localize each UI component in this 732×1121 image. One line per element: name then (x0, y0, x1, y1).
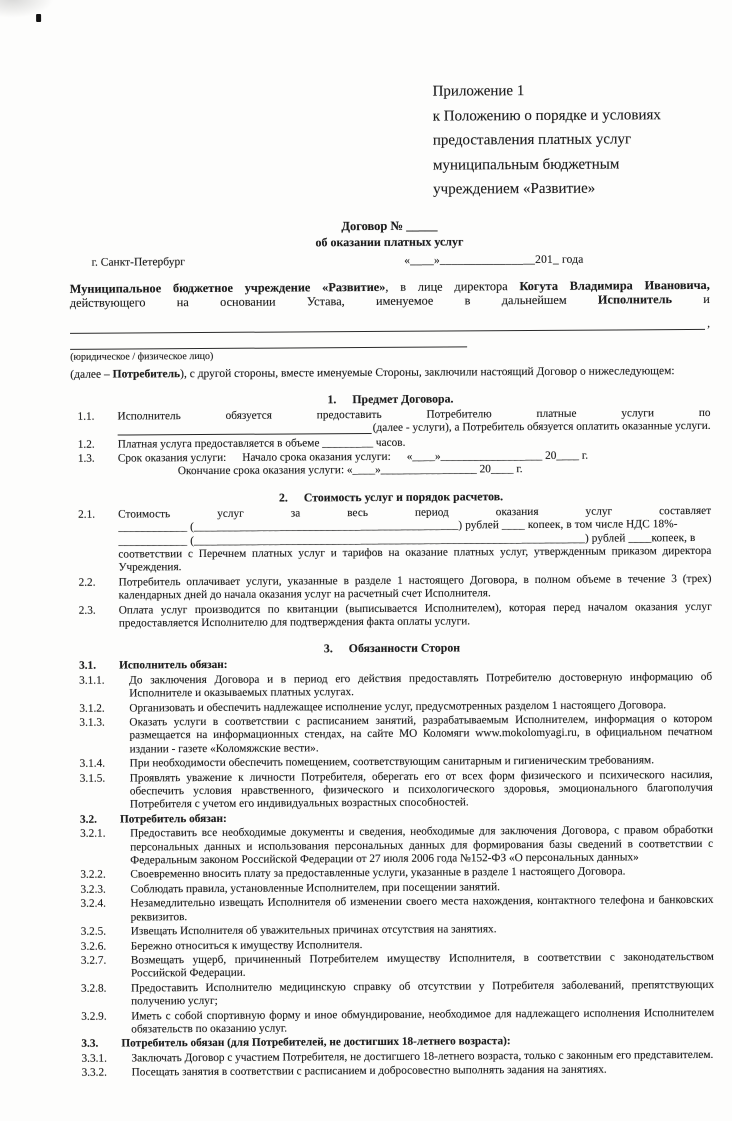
section-title: Предмет Договора. (352, 391, 454, 406)
clause-number: 3.1.5. (79, 772, 106, 785)
consumer-term: Потребитель (112, 367, 181, 381)
clause-number: 3.3.2. (81, 1066, 108, 1079)
clause-text: Возмещать ущерб, причиненный Потребителем имуществу Исполнителя, в соответствии с законодательством Российской Федерации. (130, 950, 714, 980)
clause-3-2-4 (73, 894, 713, 925)
place-date-row (70, 251, 710, 269)
entity-type-caption: (юридическое / физическое лицо) (70, 350, 214, 363)
start-date-blank-field: «____»__________________ 20____ г. (406, 449, 589, 463)
clause-number: 3.2.6. (80, 940, 107, 953)
parties-clause (70, 364, 710, 382)
clause-text: Проявлять уважение к личности Потребителя, оберегать его от всех форм физического и психического насилия, обеспечить условия нравственного, физического и психологического здоровья, эмоционального благополучия Потребителя с учетом его индивидуальных возрастных способностей. (129, 768, 713, 811)
clause-text: Потребитель оплачивает услуги, указанные в разделе 1 настоящего Договора, в полном объеме в течение 3 (трех) календарных дней до начала оказания услуг на расчетный счет Исполнителя. (118, 572, 712, 602)
fill-in-rule (70, 337, 467, 349)
clause-number: 3.3. (81, 1037, 99, 1051)
clause-number: 3.2.5. (80, 925, 107, 938)
start-label: Начало срока оказания услуги: (242, 450, 391, 464)
clause-number: 3.1.3. (79, 716, 105, 729)
clause-number: 3.2.2. (80, 869, 106, 882)
section-1-heading (70, 390, 710, 408)
clause-3-1-5 (73, 769, 713, 813)
director-name: Когута Владимира Ивановича, (519, 277, 710, 293)
party-name-blank-line-1 (70, 319, 710, 334)
date-blank-field: «____»________________201_ года (404, 253, 584, 267)
preamble-text: действующего на основании Устава, именуемое в дальнейшем (69, 292, 598, 310)
clause-text: При необходимости обеспечить помещением, соответствующим санитарным и гигиеническим требованиям. (129, 754, 655, 770)
clause-text (118, 505, 711, 576)
clause-text: Извещать Исполнителя об уважительных причинах отсутствия на занятиях. (130, 923, 497, 938)
clause-1-1-continuation: (далее - услуги), а Потребитель обязуется оплатить оказанные услуги. (372, 419, 711, 435)
section-2-heading (71, 488, 711, 506)
clause-text (118, 407, 711, 437)
clause-3-2-1 (73, 824, 713, 868)
clause-2-2 (72, 573, 712, 604)
clause-number: 3.1.2. (79, 702, 105, 715)
clause-number: 2.2. (78, 576, 96, 589)
page-content (0, 78, 732, 1081)
city-label: г. Санкт-Петербург (91, 255, 185, 269)
clause-number: 1.3. (77, 452, 95, 465)
clause-number: 3.2.7. (80, 954, 107, 967)
clause-text: Потребитель обязан (для Потребителей, не достигших 18-летнего возраста): (121, 1035, 511, 1050)
clause-2-1-line: Стоимость услуг за весь период оказания услуг составляет (118, 504, 712, 521)
clause-text: Заключать Договор с участием Потребителя, не достигшего 18-летнего возраста, только с законным его представителем. (131, 1048, 714, 1065)
clause-1-1 (71, 407, 711, 438)
clause-text: Предоставить все необходимые документы и сведения, необходимые для заключения Договора, с правом обработки персональных данных и использования персональных данных для формирования базы сведений в соответствии с Федеральным законом Российской Федерации от 27 июля 2006 года №152-ФЗ «О персональных данных» (130, 824, 714, 867)
parties-text: ), с другой стороны, вместе именуемые Стороны, заключили настоящий Договор о нижеследующем: (180, 364, 675, 380)
clause-text: Бережно относиться к имуществу Исполнителя. (130, 938, 363, 952)
clause-3-1-1 (72, 671, 712, 702)
clause-number: 3.2.1. (80, 827, 106, 841)
appendix-line: предоставления платных услуг (432, 131, 632, 149)
clause-number: 3.2.9. (81, 1010, 107, 1023)
clause-text: Платная услуга предоставляется в объеме _________ часов. (117, 436, 406, 451)
clause-3-1-3 (72, 713, 712, 757)
fill-in-rule (70, 320, 705, 334)
clause-number: 1.1. (77, 410, 95, 423)
clause-3-3-2 (75, 1063, 715, 1080)
section-number: 3. (323, 641, 333, 656)
clause-1-3 (71, 449, 711, 480)
clause-text: До заключения Договора и в период его действия предоставлять Потребителю достоверную информацию об Исполнителе и оказываемых платных услугах. (129, 670, 713, 700)
clause-3-2-8 (74, 979, 714, 1010)
clause-2-1-rest: соответствии с Перечнем платных услуг и тарифов на оказание платных услуг, утвержденным приказом директора Учреждения. (118, 544, 712, 574)
parties-text: (далее – (70, 368, 113, 381)
appendix-block (432, 78, 709, 202)
clause-3-2-7 (74, 951, 714, 982)
clause-text (118, 449, 711, 479)
preamble-text: и (671, 291, 710, 307)
clause-3-2-9 (74, 1006, 714, 1037)
clause-text: Оказать услуги в соответствии с расписанием занятий, разрабатываемым Исполнителем, информация о котором размещается на информационных стендах, на сайте МО Коломяги www.mokolomyagi.ru, в официальном печатном издании - газете «Коломяжские вести». (129, 712, 713, 756)
clause-number: 3.2.8. (80, 982, 107, 995)
clause-number: 2.1. (78, 508, 96, 521)
end-date-blank-field: Окончание срока оказания услуги: «____»_________________ 20____ г. (177, 463, 523, 478)
preamble-line-2 (70, 292, 710, 311)
document-subtitle: об оказании платных услуг (315, 233, 464, 249)
clause-text: Соблюдать правила, установленные Исполнителем, при посещении занятий. (130, 881, 500, 896)
clause-number: 3.2. (79, 813, 97, 826)
appendix-line: муниципальным бюджетным (432, 155, 620, 174)
section-title: Обязанности Сторон (348, 640, 461, 656)
clause-number: 3.1. (79, 660, 97, 673)
clause-text: Исполнитель обязан: (119, 659, 228, 672)
clause-text: Оплата услуг производится по квитанции (выписывается Исполнителем), которая перед началом оказания услуг предоставляется Исполнителю для подтверждения факта оплаты услуги. (118, 600, 712, 630)
preamble-text: , в лице директора (385, 278, 520, 294)
appendix-line: к Положению о порядке и условиях (432, 106, 661, 125)
section-number: 1. (327, 391, 337, 406)
clause-1-1-line: Исполнитель обязуется предоставить Потребителю платные услуги по (117, 406, 711, 423)
line-comma: , (707, 317, 711, 330)
cost-blank-field-2: ____________ (____________________________________________________________________) рублей ____копеек, в (118, 531, 696, 548)
org-name: Муниципальное бюджетное учреждение «Развитие» (69, 279, 386, 296)
section-number: 2. (278, 490, 288, 505)
section-3-heading (72, 639, 712, 657)
clause-number: 3.2.4. (80, 897, 106, 911)
clause-2-3 (72, 600, 712, 631)
clause-text: Потребитель обязан: (119, 812, 227, 826)
term-label: Срок оказания услуги: (117, 451, 227, 465)
appendix-line: Приложение 1 (432, 83, 525, 100)
clause-number: 3.3.1. (81, 1052, 107, 1065)
clause-number: 1.2. (77, 438, 95, 451)
document-title: Договор № _____ (341, 218, 438, 233)
clause-text: Своевременно вносить плату за предоставленные услуги, указанные в разделе 1 настоящего Договора. (130, 865, 626, 881)
clause-number: 3.2.3. (80, 883, 106, 896)
preamble (70, 277, 710, 310)
clause-text: Предоставить Исполнителю медицинскую справку об отсутствии у Потребителя заболеваний, препятствующих получению услуг; (130, 978, 715, 1008)
clause-text: Организовать и обеспечить надлежащее исполнение услуг, предусмотренных разделом 1 настоящего Договора. (129, 698, 667, 715)
section-title: Стоимость услуг и порядок расчетов. (303, 488, 504, 505)
clause-text: Посещать занятия в соответствии с расписанием и добросовестно выполнять задания на занятиях. (131, 1063, 607, 1079)
scan-dot-artifact (36, 14, 41, 22)
clause-text: Незамедлительно извещать Исполнителя об изменении своего места нахождения, контактного телефона и банковских реквизитов. (130, 894, 714, 924)
clause-number: 3.1.1. (79, 674, 105, 687)
fill-in-rule (118, 432, 372, 435)
cost-blank-field-1: ____________ (______________________________________________) рублей ____ копеек, в том числе НДС 18%- (118, 518, 678, 534)
appendix-line: учреждением «Развитие» (433, 180, 596, 198)
clause-number: 2.3. (78, 604, 96, 617)
clause-2-1 (71, 505, 711, 576)
clause-number: 3.1.4. (79, 757, 106, 770)
clause-text: Иметь с собой спортивную форму и иное обмундирование, необходимое для надлежащего исполнения Исполнителем обязательств по оказанию услуг. (131, 1006, 715, 1036)
executor-term: Исполнитель (597, 292, 673, 307)
